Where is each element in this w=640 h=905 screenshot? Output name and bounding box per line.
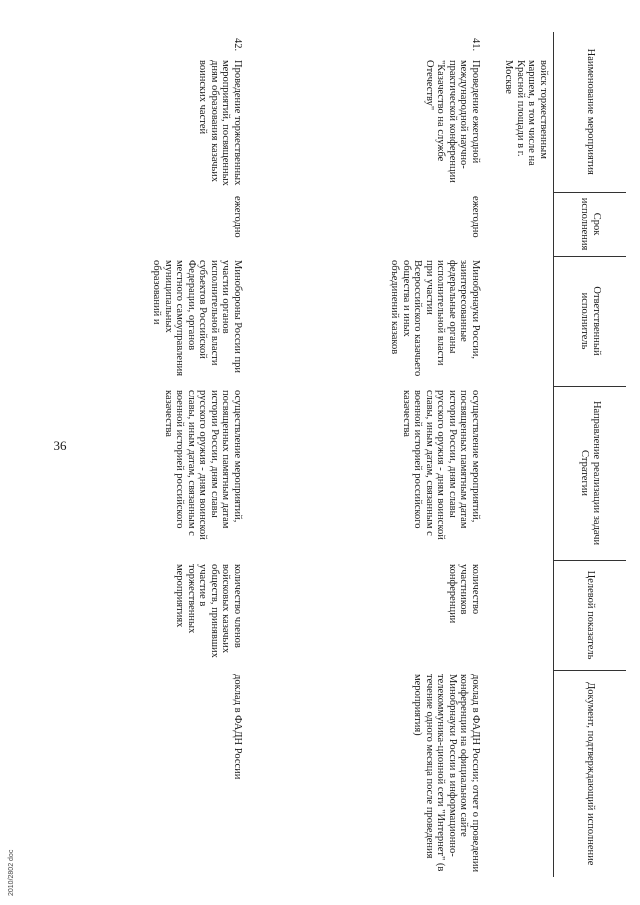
row-number	[487, 32, 554, 56]
row-executor: Минобороны России при участии органов исполнительной власти субъектов Российской Федерации, органов местного самоуправления муниципальных образований и	[151, 260, 243, 377]
header-indicator: Целевой показатель	[554, 560, 627, 670]
row-name: войск торжественным маршем, в том числе на Красной площади в г. Москве	[503, 60, 549, 166]
page-number: 36	[53, 438, 67, 453]
row-document	[487, 670, 554, 877]
row-document: доклад в ФАДН России; отчет о проведении конференции на официальном сайте Минобрнауки России в информационно-телекоммуника-ционной сети "Интернет" (в течение одного месяца после проведения мероприятия)	[412, 674, 481, 873]
row-name: Проведение ежегодной международной научно-практической конференции "Казачество на службе Отечеству"	[424, 60, 481, 183]
row-indicator	[487, 560, 554, 670]
row-direction	[487, 386, 554, 560]
header-name: Наименование мероприятия	[554, 32, 627, 192]
row-indicator: количество участников конференции	[447, 564, 481, 624]
header-term: Срок исполнения	[554, 192, 627, 256]
header-executor: Ответственный исполнитель	[554, 256, 627, 386]
row-term: ежегодно	[470, 196, 481, 238]
row-number: 41.	[470, 38, 481, 52]
table-row-41	[249, 32, 487, 877]
row-direction: осуществление мероприятий, посвященных памятным датам истории России, дням славы русского оружия - дням воинской славы, иным датам, связанным с военной историей российского казачества	[401, 390, 481, 540]
table-row-continuation	[487, 32, 554, 877]
footer-file-id	[8, 826, 20, 896]
header-document: Документ, подтверждающий исполнение	[554, 670, 627, 877]
table-header-row	[554, 32, 627, 877]
row-term: ежегодно	[232, 196, 243, 238]
row-executor	[487, 256, 554, 386]
row-name: Проведение торжественных мероприятий, посвященных дням образования казачьих воинских частей	[197, 60, 243, 186]
row-term	[487, 192, 554, 256]
row-document: доклад в ФАДН России	[232, 674, 243, 780]
activities-table	[41, 32, 626, 877]
footer-text: 2010/2802 doc	[8, 849, 15, 896]
row-number: 42.	[232, 38, 243, 52]
header-direction: Направление реализации задачи Стратегии	[554, 386, 627, 560]
table-row-42	[41, 32, 249, 877]
rotated-page-content	[36, 32, 626, 877]
row-indicator: количество членов войсковых казачьих обществ, принявших участие в торжественных мероприятиях	[174, 564, 243, 658]
row-direction: осуществление мероприятий, посвященных памятным датам истории России, дням славы русского оружия - дням воинской славы, иным датам, связанным с военной историей российского казачества	[163, 390, 243, 540]
row-executor: Минобрнауки России, заинтересованные федеральные органы исполнительной власти при участии Всероссийского казачьего общества и иных объединений казаков	[389, 260, 481, 377]
